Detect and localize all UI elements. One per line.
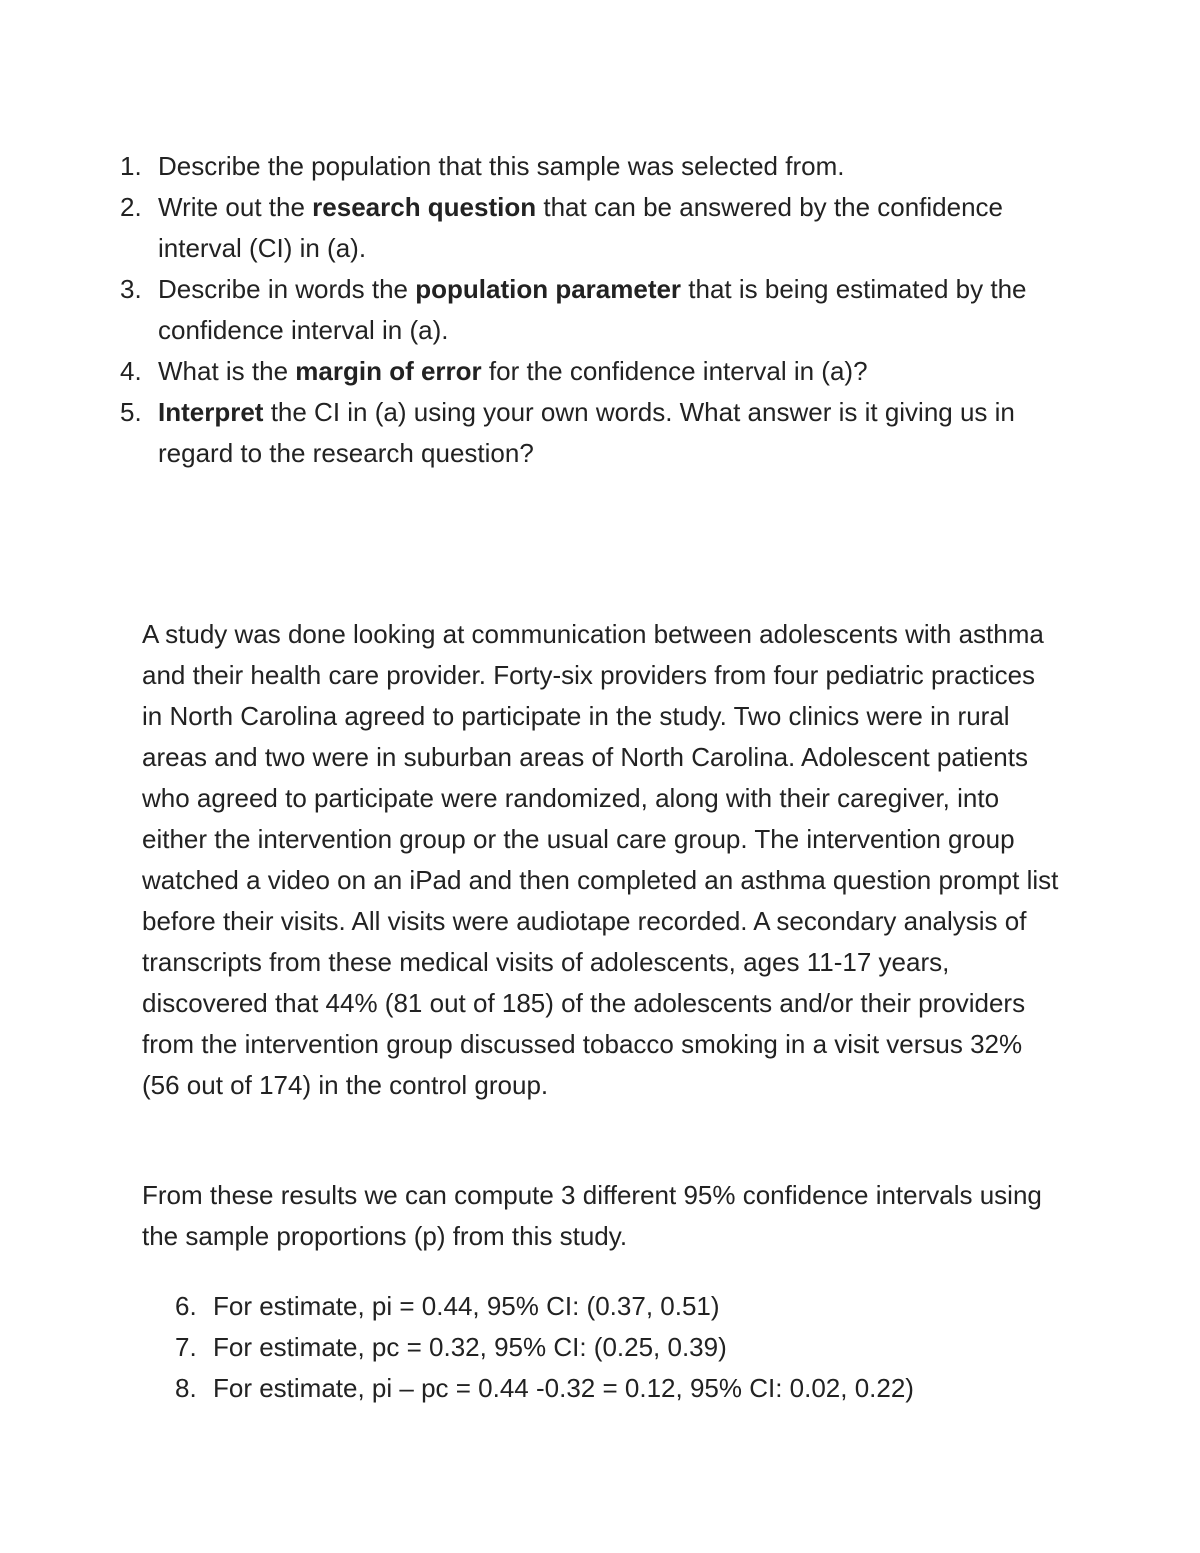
question-number: 1. [120, 151, 142, 181]
estimate-item [175, 1368, 1075, 1409]
estimate-text: For estimate, pi = 0.44, 95% CI: (0.37, 0.51) [213, 1291, 720, 1321]
estimate-item [175, 1327, 1075, 1368]
question-number: 3. [120, 274, 142, 304]
estimate-text: For estimate, pi – pc = 0.44 -0.32 = 0.12, 95% CI: 0.02, 0.22) [213, 1373, 914, 1403]
question-text-segment: for the confidence interval in (a)? [481, 356, 868, 386]
question-key-term: Interpret [158, 397, 264, 427]
question-text [158, 356, 868, 386]
question-text [158, 397, 1015, 468]
question-text-segment: Write out the [158, 192, 313, 222]
question-item [120, 392, 1080, 474]
question-number: 5. [120, 397, 142, 427]
estimate-text: For estimate, pc = 0.32, 95% CI: (0.25, 0.39) [213, 1332, 727, 1362]
estimate-number: 8. [175, 1373, 197, 1403]
question-item [120, 187, 1080, 269]
question-text-segment: What is the [158, 356, 296, 386]
question-key-term: research question [312, 192, 537, 222]
question-number: 2. [120, 192, 142, 222]
estimate-item [175, 1286, 1075, 1327]
estimate-number: 6. [175, 1291, 197, 1321]
question-text-segment: Describe the population that this sample was selected from. [158, 151, 845, 181]
question-text-segment: that can be answered by the confidence interval (CI) in (a). [158, 192, 1004, 263]
question-text-segment: Describe in words the [158, 274, 416, 304]
question-item [120, 351, 1080, 392]
question-text [158, 151, 844, 181]
question-text [158, 274, 1027, 345]
question-item [120, 269, 1080, 351]
question-list-top [120, 146, 1080, 474]
question-text-segment: that is being estimated by the confidence interval in (a). [158, 274, 1027, 345]
study-description-paragraph: A study was done looking at communication between adolescents with asthma and their health care provider. Forty-six providers from four pediatric practices in North Carolina agreed to participate in the study. Two clinics were in rural areas and two were in suburban areas of North Carolina. Adolescent patients who agreed to participate were randomized, along with their caregiver, into either the intervention group or the usual care group. The intervention group watched a video on an iPad and then completed an asthma question prompt list before their visits. All visits were audiotape recorded. A secondary analysis of transcripts from these medical visits of adolescents, ages 11-17 years, discovered that 44% (81 out of 185) of the adolescents and/or their providers from the intervention group discussed tobacco smoking in a visit versus 32% (56 out of 174) in the control group. [142, 619, 1059, 1100]
question-key-term: margin of error [295, 356, 482, 386]
question-key-term: population parameter [415, 274, 682, 304]
question-item [120, 146, 1080, 187]
question-number: 4. [120, 356, 142, 386]
question-list-bottom [175, 1286, 1075, 1409]
question-text-segment: the CI in (a) using your own words. What answer is it giving us in regard to the research question? [158, 397, 1015, 468]
question-text [158, 192, 1003, 263]
estimate-number: 7. [175, 1332, 197, 1362]
results-paragraph: From these results we can compute 3 different 95% confidence intervals using the sample proportions (p) from this study. [142, 1180, 1042, 1251]
